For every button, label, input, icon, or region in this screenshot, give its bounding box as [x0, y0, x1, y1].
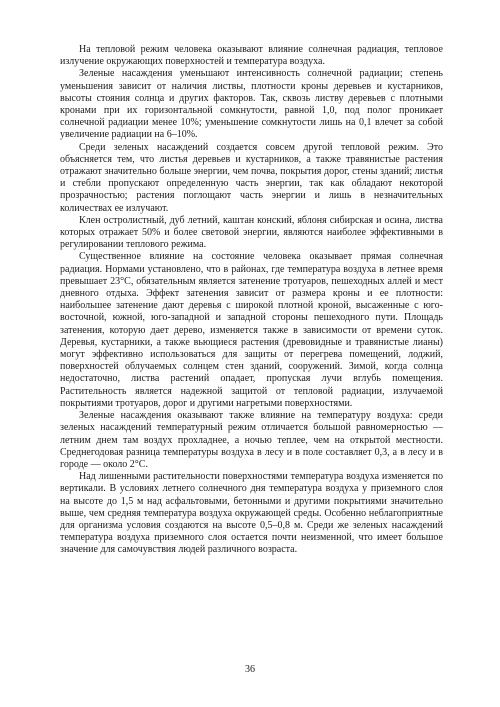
body-text	[60, 44, 443, 557]
paragraph-effective-trees: Клен остролистный, дуб летний, каштан конский, яблоня сибирская и осина, листва которых отражает 50% и более световой энергии, являются наиболее эффективными в регулировании теплового режима.	[60, 214, 443, 251]
paragraph-air-temperature: Зеленые насаждения оказывают также влияние на температуру воздуха: среди зеленых насаждений температурный режим отличается большой равномерностью — летним днем там воздух прохладнее, а ночью теплее, чем на открытой местности. Среднегодовая разница температуры воздуха в лесу и в поле составляет 0,3, а в лесу и в городе — около 2°С.	[60, 410, 443, 470]
paragraph-solar-radiation: На тепловой режим человека оказывают влияние солнечная радиация, тепловое излучение окружающих поверхностей и температура воздуха.	[60, 44, 443, 68]
paragraph-thermal-regime: Среди зеленых насаждений создается совсем другой тепловой режим. Это объясняется тем, что листья деревьев и кустарников, а также травянистые растения отражают значительно больше энергии, чем почва, покрытия дорог, стены зданий; листья и стебли пропускают определенную часть энергии, так как обладают некоторой прозрачностью; растения поглощают часть энергии и лишь в незначительных количествах ее излучают.	[60, 141, 443, 214]
paragraph-green-plantings-reduce: Зеленые насаждения уменьшают интенсивность солнечной радиации; степень уменьшения зависит от наличия листвы, плотности кроны деревьев и кустарников, высоты стояния солнца и других факторов. Так, сквозь листву деревьев с плотными кронами при их горизонтальной сомкнутости, равной 1,0, под полог проникает солнечной радиации менее 10%; уменьшение сомкнутости лишь на 0,1 влечет за собой увеличение радиации на 6–10%.	[60, 68, 443, 141]
page-number: 36	[245, 664, 255, 675]
paragraph-vertical-temperature: Над лишенными растительности поверхностями температура воздуха изменяется по вертикали. В условиях летнего солнечного дня температура воздуха у приземного слоя на высоте до 1,5 м над асфальтовыми, бетонными и другими покрытиями значительно выше, чем средняя температура воздуха окружающей среды. Особенно неблагоприятные для организма условия создаются на высоте 0,5–0,8 м. Среди же зеленых насаждений температура воздуха приземного слоя остается почти неизменной, что имеет большое значение для самочувствия людей различного возраста.	[60, 471, 443, 556]
paragraph-direct-radiation: Существенное влияние на состояние человека оказывает прямая солнечная радиация. Нормами установлено, что в районах, где температура воздуха в летнее время превышает 23°С, обязательным является затенение тротуаров, пешеходных аллей и мест дневного отдыха. Эффект затенения зависит от размера кроны и ее плотности: наибольшее затенение дают деревья с широкой плотной кроной, высаженные с юго-восточной, южной, юго-западной и западной стороны пешеходного пути. Площадь затенения, которую дает дерево, изменяется также в зависимости от времени суток. Деревья, кустарники, а также вьющиеся растения (древовидные и травянистые лианы) могут эффективно использоваться для защиты от перегрева помещений, лоджий, поверхностей облучаемых солнцем стен зданий, сооружений. Зимой, когда солнца недостаточно, листва растений опадает, пропуская лучи вглубь помещения. Растительность является надежной защитой от тепловой радиации, излучаемой покрытиями тротуаров, дорог и другими нагретыми поверхностями.	[60, 251, 443, 409]
